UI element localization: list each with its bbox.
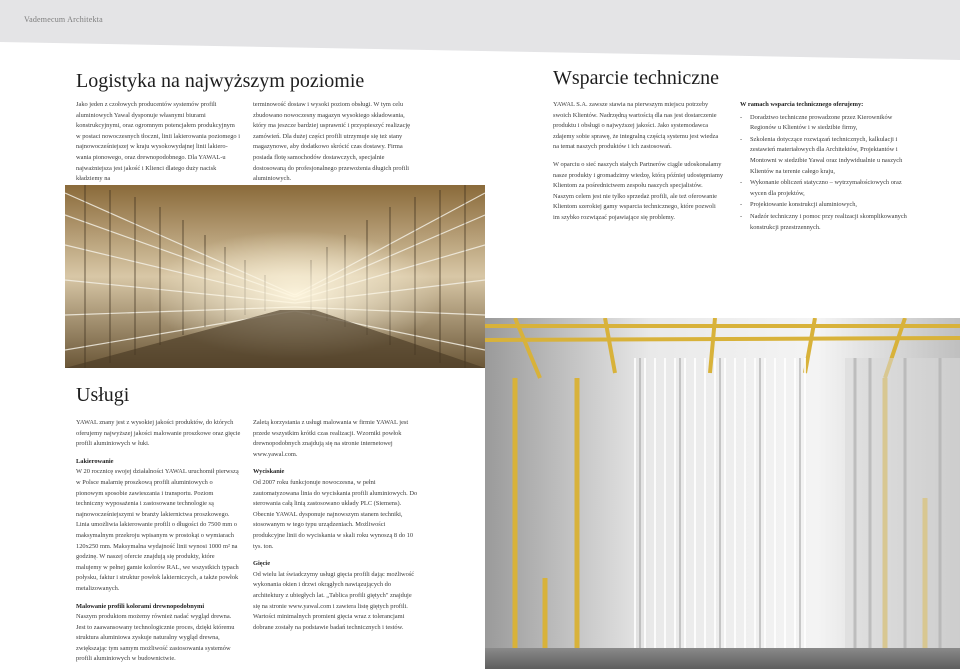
page-title-logistics: Logistyka na najwyższym poziomie <box>76 70 365 92</box>
support-offer-item: - Projektowanie konstrukcji aluminiowych, <box>740 200 915 211</box>
warehouse-photo <box>65 185 485 368</box>
wood-finish-heading: Malowanie profili kolorami drewnopodobnymi <box>76 602 205 610</box>
painting-advantage-text: Zaletą korzystania z usługi malowania w firmie YAWAL jest przede wszystkim krótki czas realizacji. Wzorniki powłok drewnopodobnych znajdują się na stronie internetowej www.yawal.com. <box>253 419 409 458</box>
support-offer-item: - Doradztwo techniczne prowadzone przez Kierowników Regionów u Klientów i w siedzibie firmy, <box>740 113 915 134</box>
brand-label: Vademecum Architekta <box>24 15 103 24</box>
support-offer-item: - Wykonanie obliczeń statyczno – wytrzymałościowych oraz wycen dla projektów, <box>740 178 915 199</box>
logistics-paragraph-2: terminowość dostaw i wysoki poziom obsługi. W tym celu zbudowano nowoczesny magazyn wysokiego składowania, który ma jeszcze bardziej usprawnić i przyspieszyć realizację zamówień. Dla dużej części profili utrzymuje się też stany magazynowe, aby dodatkowo skrócić czas dostawy. Firma posiada flotę samochodów dostawczych, specjalnie dostosowaną do profesjonalnego przewożenia długich profili aluminiowych. <box>253 101 411 183</box>
page-title-tech-support: Wsparcie techniczne <box>553 67 720 89</box>
support-offer-heading: W ramach wsparcia technicznego oferujemy: <box>740 101 864 108</box>
services-column-1 <box>76 418 241 672</box>
services-column-2 <box>253 418 418 640</box>
wood-finish-text: Naszym produktom możemy również nadać wygląd drewna. Jest to zaawansowany technologicznie proces, dzięki któremu struktura aluminiowa zyskuje naturalny wygląd drewna, zwiększając tym samym możliwość zastosowania systemów profili aluminiowych w budownictwie. <box>76 613 235 663</box>
support-column-1 <box>553 100 723 231</box>
lakierowanie-heading: Lakierowanie <box>76 457 114 465</box>
giecie-text: Od wielu lat świadczymy usługi gięcia profili dając możliwość wykonania okien i drzwi okrągłych nawiązujących do architektury z ubiegłych lat. „Tablica profili giętych" znajduje się na stronie www.yawal.com i zawiera listę giętych profili. Wartości minimalnych promieni gięcia wraz z tolerancjami dobrane zostały na podstawie badań technicznych i testów. <box>253 570 415 631</box>
logistics-paragraph-1: Jako jeden z czołowych producentów systemów profili aluminiowych Yawal dysponuje własnymi biurami konstrukcyjnymi, oraz ogromnym potencjałem produkcyjnym w postaci nowoczesnych tłoczni, linii lakierowania poziomego i najnowocześniejszej w kraju wysokowydajnej linii lakiero-wania pionowego, oraz drewnopodobnego. Dla YAWAL-u najważniejsza jest jakość i Klienci dlatego duży nacisk kładziemy na <box>76 101 240 183</box>
wyciskanie-text: Od 2007 roku funkcjonuje nowoczesna, w pełni zautomatyzowana linia do wyciskania profili aluminiowych. Do sterowania całą linią zastosowano układy PLC (Siemens). Obecnie YAWAL dysponuje najnowszym stanem techniki, stosowanym w tego typu urządzeniach. Możliwości produkcyjne linii do wyciskania w skali roku wynoszą 8 do 10 tys. ton. <box>253 478 418 550</box>
lakierowanie-text: W 20 rocznicę swojej działalności YAWAL uruchomił pierwszą w Polsce malarnię proszkową profili aluminiowych o pionowym sposobie zawieszania i transportu. Poziom techniczny wyposażenia i zastosowane technologie są najnowocześniejszymi w branży lakiernictwa proszkowego. Linia umożliwia lakierowanie profili o długości do 7500 mm o maksymalnym przekroju wpisanym w prostokąt o wymiarach 120x250 mm. Maksymalna wydajność linii wynosi 1000 m² na godzinę. W naszej ofercie znajdują się produkty, które malujemy w pełnej gamie kolorów RAL, we wszystkich typach połysku, faktur i struktur powłok lakierniczych, a także powłok metalizowanych. <box>76 468 239 592</box>
services-intro: YAWAL znany jest z wysokiej jakości produktów, do których oferujemy najwyższej jakości malowanie proszkowe oraz gięcie profili aluminiowych w łuki. <box>76 419 241 448</box>
giecie-heading: Gięcie <box>253 560 271 568</box>
logistics-column-1 <box>76 100 241 192</box>
support-column-2 <box>740 100 915 234</box>
support-offer-item: - Szkolenia dotyczące rozwiązań technicznych, kalkulacji i zestawień materiałowych dla Architektów, Projektantów i Montowni w siedzibie Yawal oraz indywidualnie u naszych Klientów na terenie całego kraju, <box>740 135 915 177</box>
header-wedge <box>0 0 960 60</box>
logistics-column-2 <box>253 100 418 192</box>
support-offer-item: - Nadzór techniczny i pomoc przy realizacji skomplikowanych konstrukcji przestrzennych. <box>740 212 915 233</box>
paint-line-photo <box>485 318 960 669</box>
support-paragraph-1: YAWAL S.A. zawsze stawia na pierwszym miejscu potrzeby swoich Klientów. Nadrzędną wartością dla nas jest dostarczenie produktu i obsługi o najwyższej jakości. Jako systemodawca zdajemy sobie sprawę, że integralną częścią systemu jest wiedza na temat naszych produktów i ich zastosowań. <box>553 101 719 151</box>
support-offer-list <box>740 113 915 234</box>
section-title-services: Usługi <box>76 384 130 406</box>
wyciskanie-heading: Wyciskanie <box>253 468 285 476</box>
support-paragraph-2: W oparciu o sieć naszych stałych Partnerów ciągle udoskonalamy nasze produkty i gromadzimy wiedzę, którą później udostępniamy Klientom za pośrednictwem zespołu naszych specjalistów. Naszym celem jest nie tylko sprzedaż profili, ale też oferowanie Klientom szerokiej gamy wsparcia technicznego, które pozwoli im szybko rozwiązać pojawiające się problemy. <box>553 160 724 221</box>
